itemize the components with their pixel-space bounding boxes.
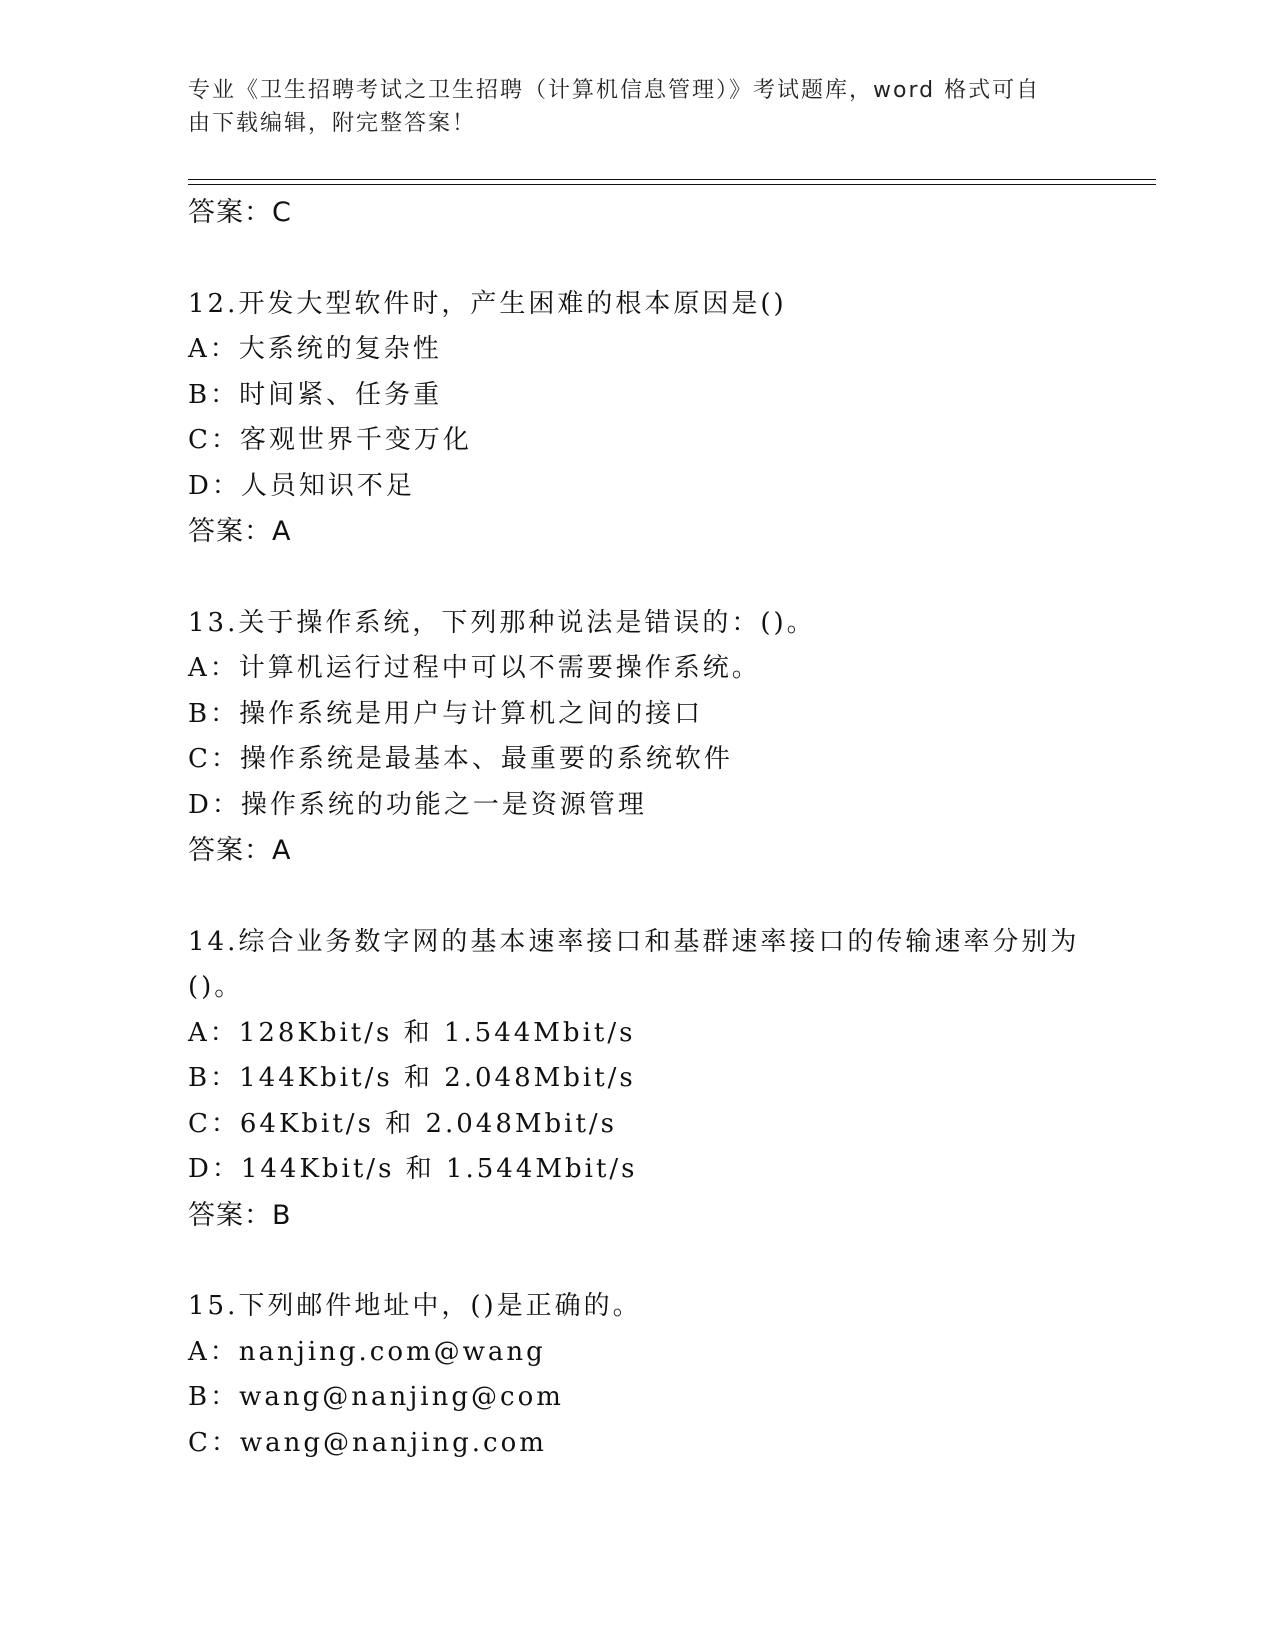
previous-answer: 答案：C — [188, 197, 292, 228]
spacer — [188, 555, 1088, 601]
option-d: D：144Kbit/s 和 1.544Mbit/s — [188, 1154, 638, 1184]
answer-line: 答案：A — [188, 516, 292, 547]
option-a: A：128Kbit/s 和 1.544Mbit/s — [188, 1017, 636, 1048]
spacer — [188, 236, 1088, 282]
answer-line: 答案：A — [188, 835, 292, 866]
spacer — [188, 1238, 1088, 1284]
question-stem: 15.下列邮件地址中，()是正确的。 — [188, 1291, 642, 1321]
spacer — [188, 874, 1088, 920]
option-b: B：时间紧、任务重 — [188, 379, 443, 410]
question-stem: 12.开发大型软件时，产生困难的根本原因是() — [188, 288, 787, 319]
option-c: C：操作系统是最基本、最重要的系统软件 — [188, 744, 733, 774]
option-c: C：客观世界千变万化 — [188, 425, 472, 455]
question-stem-continued: ()。 — [188, 972, 244, 1002]
option-c: C：64Kbit/s 和 2.048Mbit/s — [188, 1108, 618, 1139]
option-d: D：操作系统的功能之一是资源管理 — [188, 789, 647, 820]
option-a: A：计算机运行过程中可以不需要操作系统。 — [188, 653, 761, 683]
option-c: C：wang@nanjing.com — [188, 1427, 547, 1458]
option-d: D：人员知识不足 — [188, 470, 415, 501]
option-b: B：操作系统是用户与计算机之间的接口 — [188, 698, 704, 729]
question-stem: 14.综合业务数字网的基本速率接口和基群速率接口的传输速率分别为 — [188, 926, 1080, 957]
header-divider-bottom — [188, 184, 1156, 185]
header-line-2: 由下载编辑，附完整答案！ — [188, 111, 477, 136]
question-15 — [188, 1284, 1088, 1466]
header-divider-top — [188, 179, 1156, 180]
question-14 — [188, 920, 1088, 1239]
option-a: A：nanjing.com@wang — [188, 1336, 546, 1367]
header-line-1: 专业《卫生招聘考试之卫生招聘（计算机信息管理）》考试题库，word 格式可自 — [188, 78, 1041, 103]
question-content — [188, 190, 1088, 1466]
answer-line: 答案：B — [188, 1199, 292, 1231]
option-a: A：大系统的复杂性 — [188, 334, 442, 364]
question-stem: 13.关于操作系统，下列那种说法是错误的：()。 — [188, 607, 816, 638]
question-13 — [188, 601, 1088, 874]
question-12 — [188, 282, 1088, 555]
document-header — [188, 74, 1088, 140]
option-b: B：wang@nanjing@com — [188, 1382, 564, 1412]
option-b: B：144Kbit/s 和 2.048Mbit/s — [188, 1063, 636, 1093]
